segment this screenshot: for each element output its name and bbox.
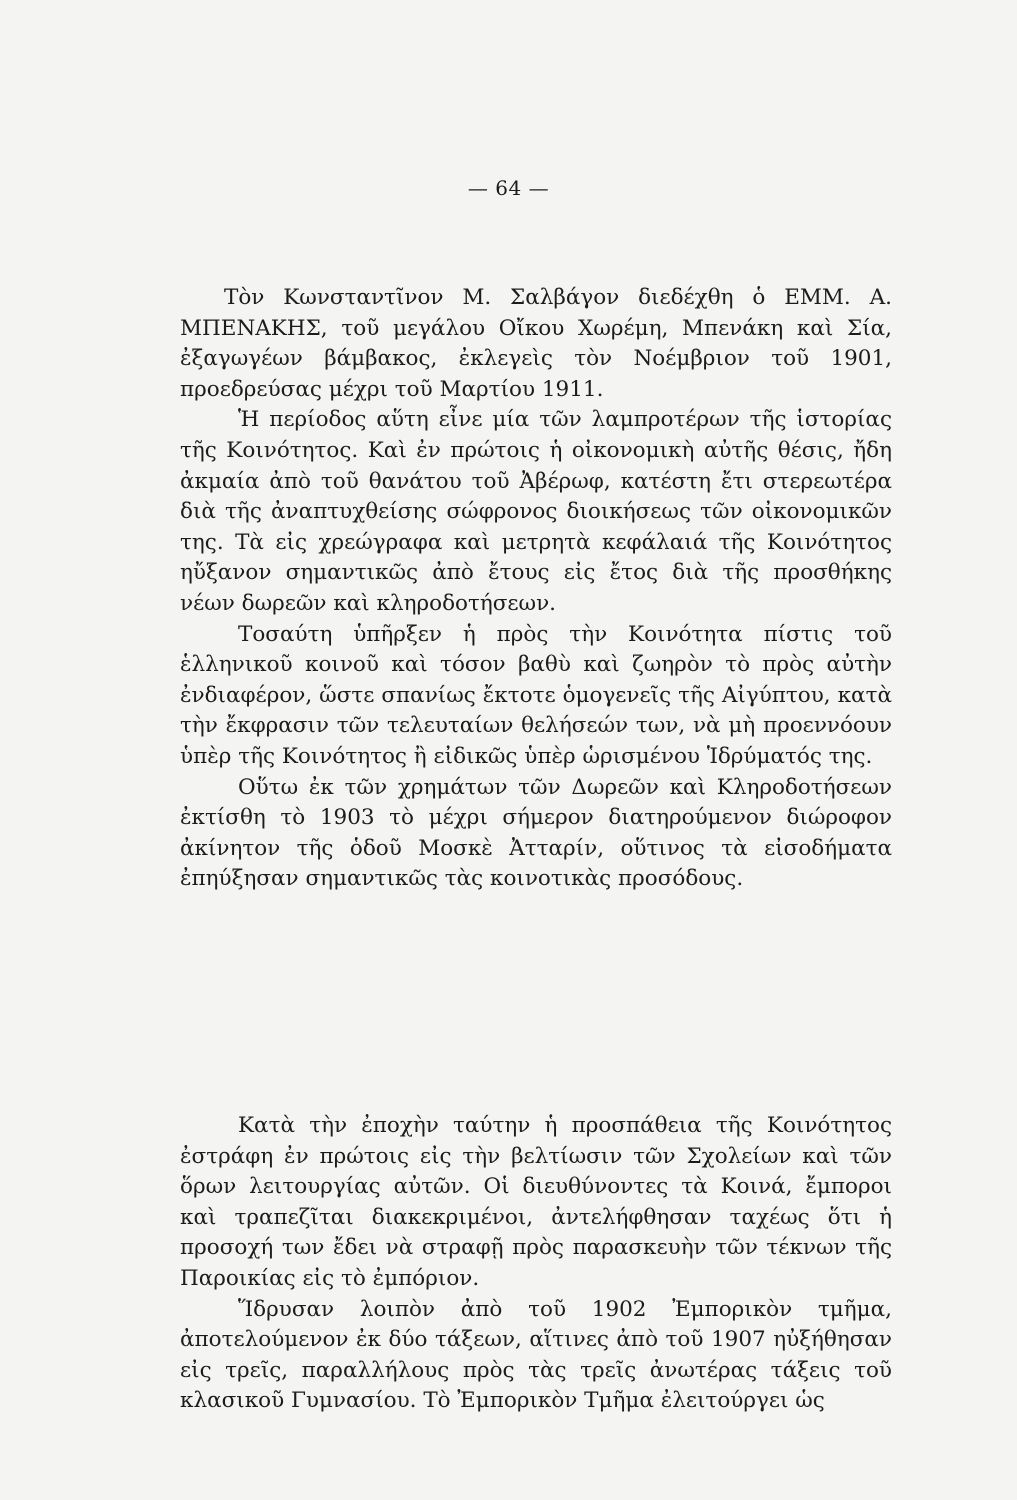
page-number: — 64 — [467,176,550,200]
paragraph: Τὸν Κωνσταντῖνον Μ. Σαλβάγον διεδέχθη ὁ ΕΜΜ. Α. ΜΠΕΝΑΚΗΣ, τοῦ μεγάλου Οἴκου Χωρέμη, Μπενάκη καὶ Σία, ἐξαγωγέων βάμβακος, ἐκλεγεὶς τὸν Νοέμβριον τοῦ 1901, προεδρεύσας μέχρι τοῦ Μαρτίου 1911. [180,285,892,402]
section-text-2 [180,1111,892,1417]
paragraph: Ἡ περίοδος αὕτη εἶνε μία τῶν λαμπροτέρων τῆς ἱστορίας τῆς Κοινότητος. Καὶ ἐν πρώτοις ἡ οἰκονομικὴ αὐτῆς θέσις, ἤδη ἀκμαία ἀπὸ τοῦ θανάτου τοῦ Ἀβέρωφ, κατέστη ἔτι στερεωτέρα διὰ τῆς ἀναπτυχθείσης σώφρονος διοικήσεως τῶν οἰκονομικῶν της. Τὰ εἰς χρεώγραφα καὶ μετρητὰ κεφάλαιά τῆς Κοινότητος ηὔξανον σημαντικῶς ἀπὸ ἔτους εἰς ἔτος διὰ τῆς προσθήκης νέων δωρεῶν καὶ κληροδοτήσεων. [180,407,892,616]
paragraph: Κατὰ τὴν ἐποχὴν ταύτην ἡ προσπάθεια τῆς Κοινότητος ἐστράφη ἐν πρώτοις εἰς τὴν βελτίωσιν τῶν Σχολείων καὶ τῶν ὅρων λειτουργίας αὐτῶν. Οἱ διευθύνοντες τὰ Κοινά, ἔμποροι καὶ τραπεζῖται διακεκριμένοι, ἀντελήφθησαν ταχέως ὅτι ἡ προσοχή των ἔδει νὰ στραφῇ πρὸς παρασκευὴν τῶν τέκνων τῆς Παροικίας εἰς τὸ ἐμπόριον. [180,1113,892,1291]
paragraph: Ἵδρυσαν λοιπὸν ἀπὸ τοῦ 1902 Ἐμπορικὸν τμῆμα, ἀποτελούμενον ἐκ δύο τάξεων, αἵτινες ἀπὸ τοῦ 1907 ηὐξήθησαν εἰς τρεῖς, παραλλήλους πρὸς τὰς τρεῖς ἀνωτέρας τάξεις τοῦ κλασικοῦ Γυμνασίου. Τὸ Ἐμπορικὸν Τμῆμα ἐλειτούργει ὡς [180,1296,892,1414]
paragraph: Τοσαύτη ὑπῆρξεν ἡ πρὸς τὴν Κοινότητα πίστις τοῦ ἑλληνικοῦ κοινοῦ καὶ τόσον βαθὺ καὶ ζωηρὸν τὸ πρὸς αὐτὴν ἐνδιαφέρον, ὥστε σπανίως ἔκτοτε ὁμογενεῖς τῆς Αἰγύπτου, κατὰ τὴν ἔκφρασιν τῶν τελευταίων θελήσεών των, νὰ μὴ προεννόουν ὑπὲρ τῆς Κοινότητος ἢ εἰδικῶς ὑπὲρ ὡρισμένου Ἱδρύματός της. [180,621,892,769]
paragraph: Οὕτω ἐκ τῶν χρημάτων τῶν Δωρεῶν καὶ Κληροδοτήσεων ἐκτίσθη τὸ 1903 τὸ μέχρι σήμερον διατηρούμενον διώροφον ἀκίνητον τῆς ὁδοῦ Μοσκὲ Ἀτταρίν, οὕτινος τὰ εἰσοδήματα ἐπηύξησαν σημαντικῶς τὰς κοινοτικὰς προσόδους. [180,774,892,892]
section-text-1 [180,283,892,895]
